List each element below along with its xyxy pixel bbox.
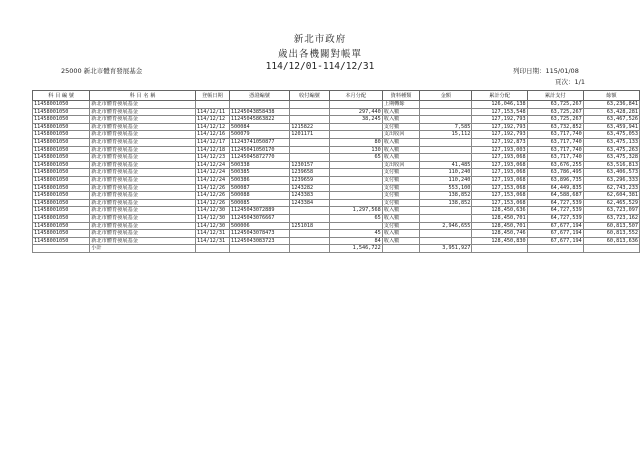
table-cell: 63,717,740: [527, 146, 583, 154]
table-cell: [329, 199, 382, 207]
table-cell: 11458001050: [33, 146, 90, 154]
table-cell: 11458001050: [33, 237, 90, 245]
table-row: [33, 237, 640, 245]
table-header: [33, 91, 640, 101]
table-cell: [290, 138, 329, 146]
table-cell: 收入數: [382, 230, 419, 238]
department-label: 25000 新北市體育發展基金: [61, 67, 143, 75]
table-cell: 11458001050: [33, 123, 90, 131]
table-cell: 127,192,793: [472, 123, 527, 131]
table-cell: 500085: [229, 199, 289, 207]
table-cell: 收入數: [382, 138, 419, 146]
table-cell: 138,852: [420, 199, 472, 207]
table-cell: 上期轉餘: [382, 101, 419, 109]
table-cell: 11458001050: [33, 101, 90, 109]
table-cell: 新北市體育發展基金: [90, 138, 196, 146]
table-cell: [420, 138, 472, 146]
table-cell: 1243384: [290, 199, 329, 207]
table-cell: 11458001050: [33, 116, 90, 124]
table-cell: 65: [329, 214, 382, 222]
table-cell: 128,450,701: [472, 214, 527, 222]
table-cell: 114/12/26: [195, 199, 229, 207]
table-cell: 1251018: [290, 222, 329, 230]
table-cell: 63,896,735: [527, 176, 583, 184]
table-cell: [420, 230, 472, 238]
table-cell: 63,717,740: [527, 138, 583, 146]
table-cell: [329, 123, 382, 131]
table-cell: 新北市體育發展基金: [90, 207, 196, 215]
table-cell: 11458001050: [33, 222, 90, 230]
table-cell: 127,192,873: [472, 138, 527, 146]
table-cell: 114/12/31: [195, 237, 229, 245]
table-cell: 60,813,507: [583, 222, 639, 230]
table-cell: 127,153,068: [472, 184, 527, 192]
table-row: [33, 123, 640, 131]
table-cell: [290, 214, 329, 222]
table-row: [33, 116, 640, 124]
table-cell: 114/12/26: [195, 184, 229, 192]
table-cell: [420, 116, 472, 124]
table-cell: 128,450,701: [472, 222, 527, 230]
table-cell: 500006: [229, 222, 289, 230]
table-cell: 小計: [90, 245, 196, 253]
table-row: [33, 199, 640, 207]
table-cell: 收入數: [382, 116, 419, 124]
page-number: 頁次：1/1: [555, 78, 585, 86]
column-header: 收付編號: [290, 91, 329, 101]
table-cell: 收入數: [382, 108, 419, 116]
table-row: [33, 146, 640, 154]
table-cell: 支付數: [382, 184, 419, 192]
table-cell: [195, 245, 229, 253]
table-cell: [527, 245, 583, 253]
table-cell: 新北市體育發展基金: [90, 146, 196, 154]
table-cell: 128,450,636: [472, 207, 527, 215]
table-cell: 11458001050: [33, 161, 90, 169]
table-cell: [33, 245, 90, 253]
table-cell: 3,951,927: [420, 245, 472, 253]
column-header: 資料種類: [382, 91, 419, 101]
table-cell: 553,100: [420, 184, 472, 192]
table-cell: 63,459,941: [583, 123, 639, 131]
column-header: 科 目 編 號: [33, 91, 90, 101]
table-cell: 114/12/24: [195, 169, 229, 177]
table-cell: 63,725,267: [527, 101, 583, 109]
table-cell: 收入數: [382, 214, 419, 222]
table-cell: 110,240: [420, 176, 472, 184]
table-cell: 114/12/26: [195, 192, 229, 200]
table-cell: [290, 146, 329, 154]
table-cell: 7,585: [420, 123, 472, 131]
table-cell: [290, 237, 329, 245]
table-cell: 63,723,162: [583, 214, 639, 222]
table-cell: 新北市體育發展基金: [90, 154, 196, 162]
report-period: 114/12/01-114/12/31: [265, 61, 375, 72]
table-cell: 64,588,687: [527, 192, 583, 200]
table-cell: 11458001050: [33, 176, 90, 184]
table-cell: 84: [329, 237, 382, 245]
table-cell: 500338: [229, 161, 289, 169]
table-cell: 65: [329, 154, 382, 162]
table-cell: 297,440: [329, 108, 382, 116]
table-cell: 新北市體育發展基金: [90, 230, 196, 238]
column-header: 金額: [420, 91, 472, 101]
table-cell: [329, 192, 382, 200]
table-cell: 新北市體育發展基金: [90, 101, 196, 109]
table-cell: [195, 101, 229, 109]
table-cell: 114/12/31: [195, 230, 229, 238]
table-cell: 114/12/12: [195, 123, 229, 131]
table-cell: [420, 237, 472, 245]
subtotal-row: [33, 245, 640, 253]
table-cell: 11458001050: [33, 214, 90, 222]
table-cell: 1230157: [290, 161, 329, 169]
table-cell: 支出收回: [382, 131, 419, 139]
table-cell: 63,786,495: [527, 169, 583, 177]
table-cell: [290, 101, 329, 109]
table-cell: 63,717,740: [527, 154, 583, 162]
table-cell: 127,192,793: [472, 131, 527, 139]
table-row: [33, 161, 640, 169]
table-cell: 80: [329, 138, 382, 146]
table-cell: 新北市體育發展基金: [90, 123, 196, 131]
table-cell: [329, 222, 382, 230]
ledger-table: [32, 90, 640, 253]
table-cell: 1239658: [290, 169, 329, 177]
table-cell: 67,677,194: [527, 222, 583, 230]
table-cell: 1243282: [290, 184, 329, 192]
table-cell: 500084: [229, 123, 289, 131]
table-cell: 新北市體育發展基金: [90, 192, 196, 200]
column-header: 餘額: [583, 91, 639, 101]
table-cell: 63,725,267: [527, 108, 583, 116]
table-cell: 支付數: [382, 123, 419, 131]
table-cell: 63,475,263: [583, 146, 639, 154]
table-cell: 63,723,097: [583, 207, 639, 215]
table-row: [33, 207, 640, 215]
table-cell: 1201171: [290, 131, 329, 139]
table-row: [33, 184, 640, 192]
table-row: [33, 192, 640, 200]
table-cell: [290, 116, 329, 124]
table-cell: 11458001050: [33, 154, 90, 162]
table-cell: 1243383: [290, 192, 329, 200]
table-cell: 63,475,328: [583, 154, 639, 162]
table-cell: [420, 108, 472, 116]
table-cell: 127,193,068: [472, 154, 527, 162]
table-cell: 11458001050: [33, 230, 90, 238]
table-cell: 60,813,552: [583, 230, 639, 238]
table-cell: 新北市體育發展基金: [90, 199, 196, 207]
table-cell: 62,743,233: [583, 184, 639, 192]
table-cell: [329, 101, 382, 109]
table-cell: 11458001050: [33, 192, 90, 200]
column-header: 科 目 名 稱: [90, 91, 196, 101]
agency-title: 新北市政府: [293, 34, 347, 45]
table-cell: 127,153,548: [472, 108, 527, 116]
table-cell: 11458001050: [33, 184, 90, 192]
table-cell: 110,240: [420, 169, 472, 177]
table-cell: 114/12/23: [195, 154, 229, 162]
table-cell: [329, 169, 382, 177]
table-row: [33, 214, 640, 222]
table-cell: 500087: [229, 184, 289, 192]
table-row: [33, 131, 640, 139]
table-cell: 11458001050: [33, 207, 90, 215]
table-cell: 63,475,133: [583, 138, 639, 146]
table-cell: 128,450,746: [472, 230, 527, 238]
table-cell: 500385: [229, 169, 289, 177]
table-cell: 114/12/16: [195, 131, 229, 139]
column-header: 登帳日期: [195, 91, 229, 101]
table-cell: [420, 146, 472, 154]
table-cell: [583, 245, 639, 253]
table-cell: 1239659: [290, 176, 329, 184]
column-header: 憑證編號: [229, 91, 289, 101]
table-cell: 64,449,835: [527, 184, 583, 192]
table-cell: 新北市體育發展基金: [90, 116, 196, 124]
table-cell: 新北市體育發展基金: [90, 176, 196, 184]
table-cell: 114/12/30: [195, 207, 229, 215]
table-cell: 127,193,003: [472, 146, 527, 154]
table-cell: 支付數: [382, 169, 419, 177]
table-cell: 63,428,281: [583, 108, 639, 116]
table-cell: 11458001050: [33, 199, 90, 207]
table-cell: 138,852: [420, 192, 472, 200]
table-cell: 114/12/18: [195, 146, 229, 154]
table-cell: 64,727,539: [527, 199, 583, 207]
table-cell: [229, 101, 289, 109]
table-cell: 新北市體育發展基金: [90, 161, 196, 169]
table-cell: [329, 131, 382, 139]
table-cell: 45: [329, 230, 382, 238]
table-cell: [420, 154, 472, 162]
table-cell: 63,717,740: [527, 131, 583, 139]
table-row: [33, 222, 640, 230]
table-cell: 63,236,841: [583, 101, 639, 109]
print-date: 列印日期：115/01/08: [513, 67, 579, 75]
table-cell: 127,193,068: [472, 161, 527, 169]
table-cell: 支付數: [382, 199, 419, 207]
table-cell: 11245043076667: [229, 214, 289, 222]
table-cell: 11245043858438: [229, 108, 289, 116]
table-cell: 15,112: [420, 131, 472, 139]
table-cell: 128,450,830: [472, 237, 527, 245]
table-row: [33, 169, 640, 177]
table-cell: 新北市體育發展基金: [90, 184, 196, 192]
table-cell: [420, 207, 472, 215]
table-cell: 114/12/30: [195, 214, 229, 222]
table-cell: 64,727,539: [527, 214, 583, 222]
table-cell: 新北市體育發展基金: [90, 108, 196, 116]
table-cell: [329, 161, 382, 169]
table-cell: 新北市體育發展基金: [90, 214, 196, 222]
table-cell: 11245045863822: [229, 116, 289, 124]
table-cell: 11245043083723: [229, 237, 289, 245]
table-cell: 114/12/17: [195, 138, 229, 146]
table-cell: 127,192,793: [472, 116, 527, 124]
table-cell: 1,297,568: [329, 207, 382, 215]
table-cell: 127,153,068: [472, 192, 527, 200]
table-row: [33, 108, 640, 116]
table-cell: [472, 245, 527, 253]
table-row: [33, 138, 640, 146]
table-cell: 63,516,813: [583, 161, 639, 169]
table-cell: [290, 207, 329, 215]
table-cell: [290, 245, 329, 253]
table-cell: 126,046,138: [472, 101, 527, 109]
table-cell: 41,485: [420, 161, 472, 169]
table-cell: 63,406,573: [583, 169, 639, 177]
table-row: [33, 230, 640, 238]
table-cell: 114/12/30: [195, 222, 229, 230]
table-cell: 11243741050877: [229, 138, 289, 146]
table-cell: 1,546,722: [329, 245, 382, 253]
table-cell: 127,153,068: [472, 199, 527, 207]
table-cell: [382, 245, 419, 253]
table-cell: [229, 245, 289, 253]
table-cell: 11245043072889: [229, 207, 289, 215]
table-cell: 收入數: [382, 237, 419, 245]
column-header: 累計支付: [527, 91, 583, 101]
table-cell: 11458001050: [33, 108, 90, 116]
table-cell: 支付數: [382, 176, 419, 184]
table-cell: 63,467,526: [583, 116, 639, 124]
table-cell: 支付數: [382, 222, 419, 230]
table-cell: 63,725,267: [527, 116, 583, 124]
table-cell: 11458001050: [33, 131, 90, 139]
table-cell: 127,193,068: [472, 169, 527, 177]
table-cell: 63,296,333: [583, 176, 639, 184]
table-cell: 60,813,636: [583, 237, 639, 245]
report-title: 歲出各機關對帳單: [277, 49, 362, 60]
table-cell: 支付數: [382, 192, 419, 200]
table-row: [33, 101, 640, 109]
table-cell: 67,677,194: [527, 230, 583, 238]
table-cell: 11245043078473: [229, 230, 289, 238]
table-cell: 67,677,194: [527, 237, 583, 245]
table-cell: 114/12/11: [195, 108, 229, 116]
table-cell: 11245041050170: [229, 146, 289, 154]
table-cell: 新北市體育發展基金: [90, 237, 196, 245]
table-cell: 11245045872770: [229, 154, 289, 162]
table-cell: 收入數: [382, 146, 419, 154]
table-cell: 114/12/12: [195, 116, 229, 124]
table-cell: 收入數: [382, 154, 419, 162]
table-row: [33, 154, 640, 162]
column-header: 累計分配: [472, 91, 527, 101]
table-cell: 62,465,529: [583, 199, 639, 207]
table-cell: 63,475,053: [583, 131, 639, 139]
table-cell: 支出收回: [382, 161, 419, 169]
table-cell: [329, 184, 382, 192]
table-body: [33, 101, 640, 253]
table-cell: 63,732,852: [527, 123, 583, 131]
column-header: 本月分配: [329, 91, 382, 101]
table-cell: 新北市體育發展基金: [90, 131, 196, 139]
table-cell: [420, 214, 472, 222]
table-cell: [290, 230, 329, 238]
table-cell: 500088: [229, 192, 289, 200]
table-row: [33, 176, 640, 184]
table-cell: [290, 154, 329, 162]
table-cell: 11458001050: [33, 169, 90, 177]
table-cell: 130: [329, 146, 382, 154]
table-cell: 11458001050: [33, 138, 90, 146]
table-cell: 114/12/24: [195, 176, 229, 184]
table-cell: [420, 101, 472, 109]
table-cell: 114/12/24: [195, 161, 229, 169]
table-cell: 38,245: [329, 116, 382, 124]
table-cell: 500079: [229, 131, 289, 139]
table-cell: [329, 176, 382, 184]
table-cell: 2,946,655: [420, 222, 472, 230]
table-cell: 64,727,539: [527, 207, 583, 215]
table-cell: 新北市體育發展基金: [90, 169, 196, 177]
table-cell: 127,193,068: [472, 176, 527, 184]
table-cell: 62,604,381: [583, 192, 639, 200]
table-cell: [290, 108, 329, 116]
table-cell: 1215822: [290, 123, 329, 131]
table-cell: 500386: [229, 176, 289, 184]
table-cell: 新北市體育發展基金: [90, 222, 196, 230]
table-cell: 收入數: [382, 207, 419, 215]
table-cell: 63,676,255: [527, 161, 583, 169]
